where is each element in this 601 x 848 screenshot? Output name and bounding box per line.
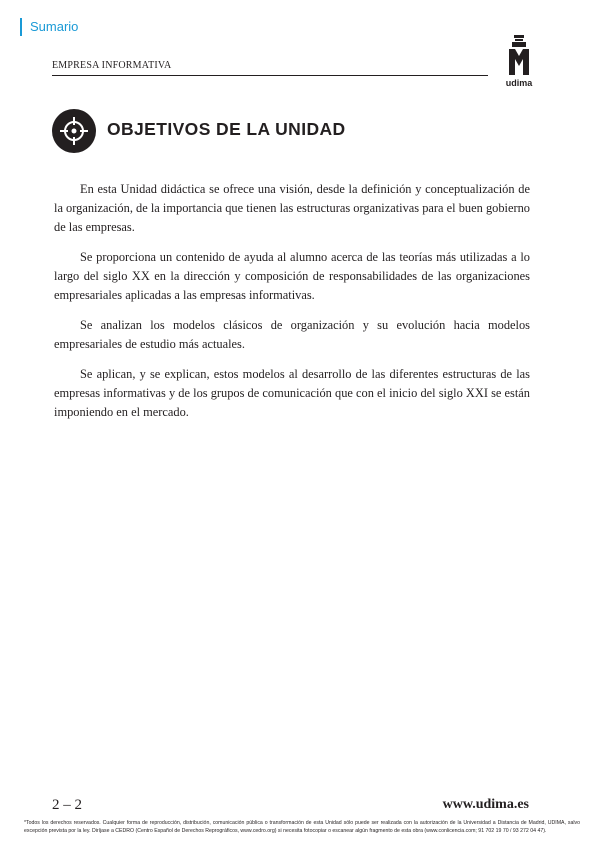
header-title: EMPRESA INFORMATIVA [52, 60, 172, 71]
sumario-link[interactable]: Sumario [20, 18, 78, 36]
udima-logo [500, 33, 538, 89]
paragraph: Se proporciona un contenido de ayuda al alumno acerca de las teorías más utilizadas a lo largo del siglo XX en la dirección y composición de responsabilidades de las organizaciones empresariales aplicadas a las empresas informativas. [54, 250, 530, 302]
paragraph: Se analizan los modelos clásicos de organización y su evolución hacia modelos empresariales de estudio más actuales. [54, 318, 530, 351]
header-divider [52, 75, 488, 76]
section-title: OBJETIVOS DE LA UNIDAD [107, 119, 346, 139]
paragraph: Se aplican, y se explican, estos modelos al desarrollo de las diferentes estructuras de las empresas informativas y de los grupos de comunicación que con el inicio del siglo XXI se están imponiendo en el mercado. [54, 367, 530, 419]
crosshair-target-icon [52, 109, 96, 153]
udima-logo-icon [500, 33, 538, 79]
legal-notice: *Todos los derechos reservados. Cualquier forma de reproducción, distribución, comunicación pública o transformación de esta Unidad sólo puede ser realizada con la autorización de la Universidad a Distancia de Madrid, UDIMA, salvo excepción prevista por la ley. Diríjase a CEDRO (Centro Español de Derechos Reprográficos, www.cedro.org) si necesita fotocopiar o escanear algún fragmento de esta obra (www.conlicencia.com; 91 702 19 70 / 93 272 04 47). [24, 820, 580, 834]
page-number: 2 – 2 [52, 797, 82, 813]
logo-text: udima [505, 78, 533, 88]
paragraph: En esta Unidad didáctica se ofrece una visión, desde la definición y conceptualización de la organización, de la importancia que tienen las estructuras organizativas para el buen gobierno de las empresas. [54, 182, 530, 234]
website-link[interactable]: www.udima.es [442, 797, 529, 812]
objectives-body [54, 180, 530, 433]
